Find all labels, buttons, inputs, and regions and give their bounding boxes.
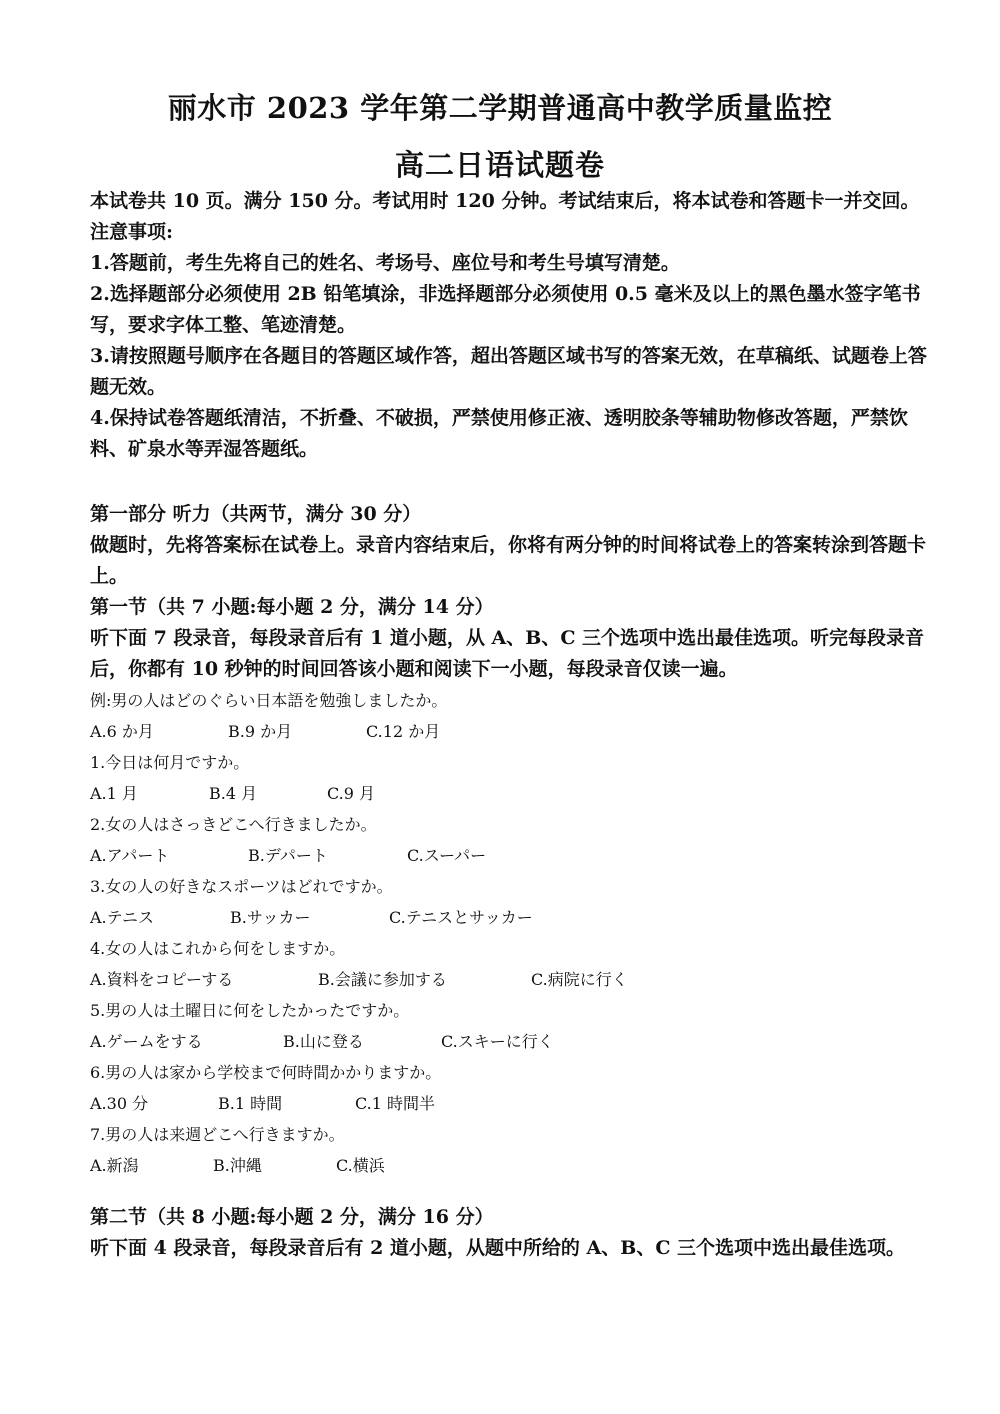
question-4-options [90, 964, 930, 995]
example-question: 例:男の人はどのぐらい日本語を勉強しましたか。 [90, 691, 448, 710]
question-5: 5.男の人は土曜日に何をしたかったですか。 [90, 1001, 410, 1020]
option-a: A.テニス [90, 908, 155, 927]
option-a: A.資料をコピーする [90, 970, 234, 989]
question-2: 2.女の人はさっきどこへ行きましたか。 [90, 815, 377, 834]
exam-content [90, 186, 930, 1264]
question-7: 7.男の人は来週どこへ行きますか。 [90, 1125, 345, 1144]
option-a: A.新潟 [90, 1156, 139, 1175]
question-4: 4.女の人はこれから何をしますか。 [90, 939, 346, 958]
option-c: C.12 か月 [366, 722, 441, 741]
option-c: C.スキーに行く [441, 1032, 554, 1051]
question-7-options [90, 1150, 930, 1181]
section2-heading: 第二节（共 8 小题:每小题 2 分，满分 16 分） [90, 1206, 494, 1228]
option-b: B.沖縄 [213, 1156, 262, 1175]
notes-heading: 注意事项: [90, 221, 174, 243]
section1-heading: 第一节（共 7 小题:每小题 2 分，满分 14 分） [90, 596, 494, 618]
intro-text: 本试卷共 10 页。满分 150 分。考试用时 120 分钟。考试结束后，将本试卷和答题卡一并交回。 [90, 190, 920, 212]
option-c: C.病院に行く [531, 970, 628, 989]
note-item-1: 1.答题前，考生先将自己的姓名、考场号、座位号和考生号填写清楚。 [90, 252, 680, 274]
question-5-options [90, 1026, 930, 1057]
exam-title: 丽水市 2023 学年第二学期普通高中教学质量监控 [167, 91, 833, 125]
option-a: A.ゲームをする [90, 1032, 203, 1051]
exam-subtitle: 高二日语试题卷 [394, 148, 605, 182]
option-b: B.4 月 [209, 784, 258, 803]
option-a: A.6 か月 [90, 722, 154, 741]
question-6-options [90, 1088, 930, 1119]
option-a: A.30 分 [90, 1094, 149, 1113]
option-c: C.9 月 [327, 784, 376, 803]
note-item-3: 3.请按照题号顺序在各题目的答题区域作答，超出答题区域书写的答案无效，在草稿纸、试题卷上答题无效。 [90, 345, 927, 398]
note-item-2: 2.选择题部分必须使用 2B 铅笔填涂，非选择题部分必须使用 0.5 毫米及以上的黑色墨水签字笔书写，要求字体工整、笔迹清楚。 [90, 283, 921, 336]
option-a: A.アパート [90, 846, 170, 865]
option-c: C.1 時間半 [355, 1094, 436, 1113]
section2-instruction: 听下面 4 段录音，每段录音后有 2 道小题，从题中所给的 A、B、C 三个选项中选出最佳选项。 [90, 1237, 906, 1259]
example-options [90, 716, 930, 747]
section1-instruction: 听下面 7 段录音，每段录音后有 1 道小题，从 A、B、C 三个选项中选出最佳选项。听完每段录音后，你都有 10 秒钟的时间回答该小题和阅读下一小题，每段录音仅读一遍。 [90, 627, 925, 680]
question-1: 1.今日は何月ですか。 [90, 753, 250, 772]
option-a: A.1 月 [90, 784, 138, 803]
spacer [90, 465, 930, 499]
question-6: 6.男の人は家から学校まで何時間かかりますか。 [90, 1063, 442, 1082]
option-b: B.1 時間 [218, 1094, 283, 1113]
question-2-options [90, 840, 930, 871]
option-c: C.テニスとサッカー [389, 908, 533, 927]
question-3-options [90, 902, 930, 933]
option-c: C.横浜 [336, 1156, 385, 1175]
option-b: B.山に登る [283, 1032, 364, 1051]
part1-heading: 第一部分 听力（共两节，满分 30 分） [90, 503, 422, 525]
spacer [90, 1181, 930, 1202]
question-3: 3.女の人の好きなスポーツはどれですか。 [90, 877, 393, 896]
option-b: B.会議に参加する [318, 970, 447, 989]
note-item-4: 4.保持试卷答题纸清洁，不折叠、不破损，严禁使用修正液、透明胶条等辅助物修改答题，严禁饮料、矿泉水等弄湿答题纸。 [90, 407, 908, 460]
option-b: B.デパート [248, 846, 328, 865]
option-b: B.サッカー [230, 908, 311, 927]
part1-instruction: 做题时，先将答案标在试卷上。录音内容结束后，你将有两分钟的时间将试卷上的答案转涂到答题卡上。 [90, 534, 927, 587]
option-c: C.スーパー [407, 846, 487, 865]
option-b: B.9 か月 [228, 722, 293, 741]
question-1-options [90, 778, 930, 809]
